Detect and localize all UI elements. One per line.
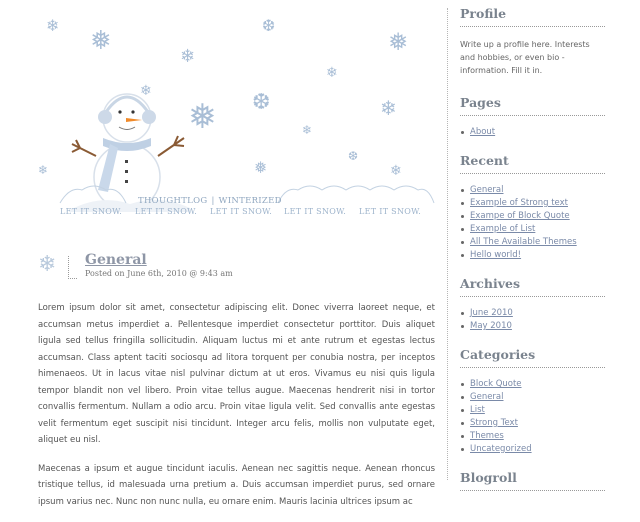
archive-link[interactable]: May 2010 xyxy=(460,320,605,333)
recent-post-link[interactable]: Hello world! xyxy=(460,249,605,262)
recent-post-link[interactable]: General xyxy=(460,184,605,197)
blog-header xyxy=(30,0,440,228)
snowflake-icon: ❆ xyxy=(252,90,271,115)
category-link[interactable]: Uncategorized xyxy=(460,443,605,456)
snowflake-icon: ❆ xyxy=(262,16,276,35)
recent-post-link[interactable]: All The Available Themes xyxy=(460,236,605,249)
category-link[interactable]: Themes xyxy=(460,430,605,443)
snowflake-icon: ❄ xyxy=(38,163,49,177)
sidebar-heading-blogroll: Blogroll xyxy=(460,470,605,491)
tagline-left: THOUGHTLOG xyxy=(138,196,208,206)
snowflake-icon: ❄ xyxy=(38,252,57,277)
post-content xyxy=(38,300,435,522)
tagline-right: WINTERIZED xyxy=(218,196,282,206)
page-link-about[interactable]: About xyxy=(460,126,605,139)
pages-list xyxy=(460,126,605,139)
recent-post-link[interactable]: Exampe of Block Quote xyxy=(460,210,605,223)
snowflake-icon: ❅ xyxy=(188,97,217,137)
snowflake-icon: ❅ xyxy=(254,158,268,177)
sidebar-pages xyxy=(460,95,605,139)
snowflake-icon: ❅ xyxy=(90,26,112,56)
recent-post-link[interactable]: Example of List xyxy=(460,223,605,236)
sidebar-blogroll xyxy=(460,470,605,491)
tagline-separator: | xyxy=(211,196,215,206)
snowflake-icon: ❄ xyxy=(180,46,196,67)
post-paragraph: Maecenas a ipsum et augue tincidunt iaculis. Aenean nec sagittis neque. Aenean rhoncus tristique tellus, id malesuada urna pretium a. Duis accumsan imperdiet purus, sed ornare ipsum varius nec. Nunc non nunc nulla, eu ornare enim. Mauris lacinia ultrices ipsum ac xyxy=(38,463,435,507)
snowflake-icon: ❄ xyxy=(46,16,60,35)
post-paragraph: Lorem ipsum dolor sit amet, consectetur adipiscing elit. Donec viverra laoreet neque, et accumsan metus imperdiet a. Pellentesque imperdiet consectetur porttitor. Duis aliquet ligula sed tellus fringilla sollicitudin. Aliquam luctus mi et ante rutrum et egestas lectus accumsan. Class aptent taciti sociosqu ad litora torquent per conubia nostra, per inceptos himenaeos. Ut in lacus vitae nisl pulvinar dictum at ut eros. Vivamus eu nisi quis ligula tempor blandit non vel libero. Proin vitae tellus augue. Maecenas hendrerit nisi in tortor convallis fermentum. Nullam a odio arcu. Proin vitae ligula velit. Sed convallis ante egestas velit fermentum eget suscipit nisi tincidunt. Integer arcu felis, mollis non vulputate eget, aliquet eu nisl. xyxy=(38,303,435,445)
sidebar-archives xyxy=(460,276,605,333)
post-date: Posted on June 6th, 2010 @ 9:43 am xyxy=(85,269,233,278)
snow-hill xyxy=(58,178,128,204)
snow-hill xyxy=(276,178,436,204)
sidebar-profile xyxy=(460,6,605,77)
profile-text: Write up a profile here. Interests and hobbies, or even bio - information. Fill it in. xyxy=(460,40,590,75)
sidebar-heading-pages: Pages xyxy=(460,95,605,116)
sidebar-recent xyxy=(460,153,605,262)
snow-label: LET IT SNOW. xyxy=(284,207,347,216)
snowflake-icon: ❄ xyxy=(140,83,152,99)
sidebar-heading-profile: Profile xyxy=(460,6,605,27)
snowflake-icon: ❅ xyxy=(388,28,409,56)
category-link[interactable]: List xyxy=(460,404,605,417)
snow-label: LET IT SNOW. xyxy=(210,207,273,216)
archive-link[interactable]: June 2010 xyxy=(460,307,605,320)
archives-list xyxy=(460,307,605,333)
sidebar-heading-recent: Recent xyxy=(460,153,605,174)
sidebar-heading-categories: Categories xyxy=(460,347,605,368)
categories-list xyxy=(460,378,605,456)
sidebar-heading-archives: Archives xyxy=(460,276,605,297)
category-link[interactable]: Block Quote xyxy=(460,378,605,391)
snowflake-icon: ❄ xyxy=(390,163,402,179)
recent-list xyxy=(460,184,605,262)
snow-label: LET IT SNOW. xyxy=(359,207,422,216)
recent-post-link[interactable]: Example of Strong text xyxy=(460,197,605,210)
sidebar-categories xyxy=(460,347,605,456)
snowflake-icon: ❄ xyxy=(302,123,313,137)
snowflake-icon: ❄ xyxy=(326,65,338,81)
category-link[interactable]: General xyxy=(460,391,605,404)
snowflake-icon: ❆ xyxy=(348,149,359,163)
category-link[interactable]: Strong Text xyxy=(460,417,605,430)
post-header xyxy=(38,252,448,282)
snow-label: LET IT SNOW. xyxy=(135,207,198,216)
column-divider xyxy=(447,8,448,480)
post-title-link[interactable]: General xyxy=(85,252,147,268)
snow-label: LET IT SNOW. xyxy=(60,207,123,216)
post-bracket-decoration xyxy=(68,256,77,279)
snowflake-icon: ❄ xyxy=(380,96,397,120)
blog-tagline xyxy=(138,196,282,206)
